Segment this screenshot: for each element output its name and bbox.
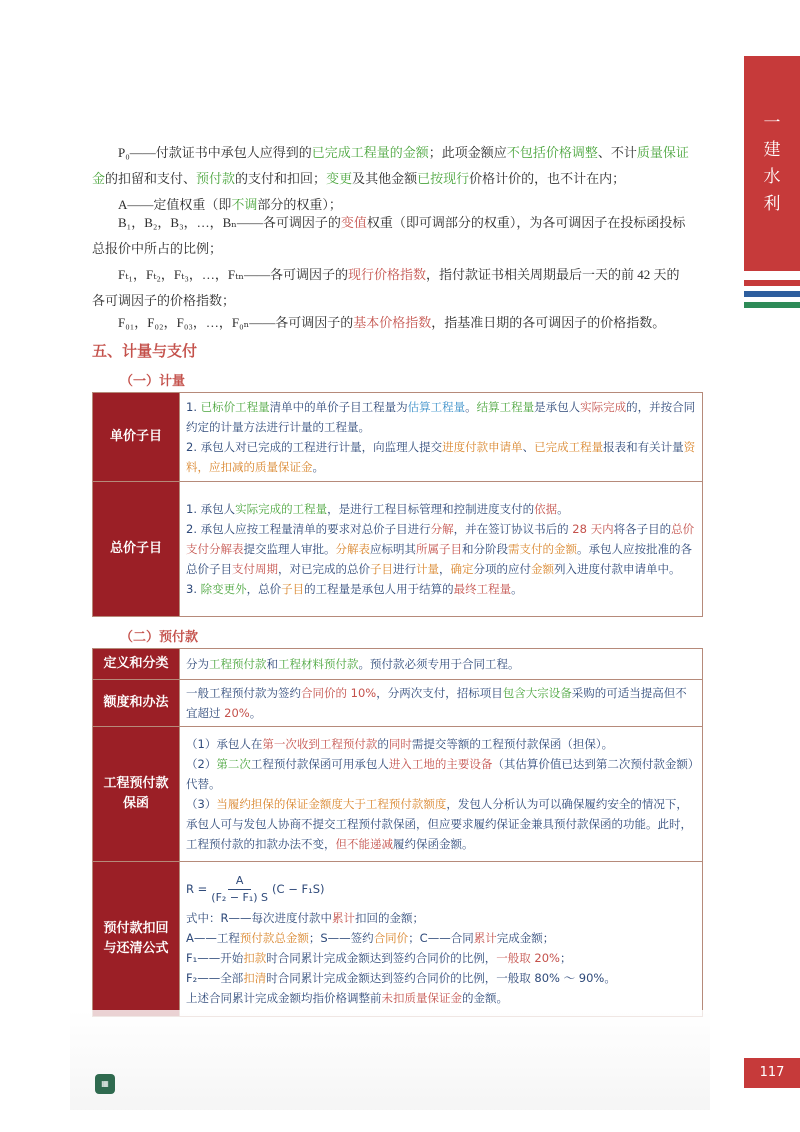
- deduct-line-1: 式中：R——每次进度付款中累计扣回的金额；: [186, 910, 424, 925]
- guarantee-line-1: （1）承包人在第一次收到工程预付款的同时需提交等额的工程预付款保函（担保）。: [186, 737, 614, 751]
- row-content-guarantee: [180, 727, 703, 862]
- intro-p0: P₀——付款证书中承包人应得到的已完成工程量的金额；此项金额应不包括价格调整、不计质量保证金的扣留和支付、预付款的支付和扣回；变更及其他金额已按现行价格计价的，也不计在内；: [92, 145, 689, 186]
- side-stripes: [744, 280, 800, 313]
- unit-line-2: 2. 承包人对已完成的工程进行计量，向监理人提交进度付款申请单、已完成工程量报表和有关计量资料，应扣减的质量保证金。: [186, 440, 696, 474]
- background-decoration: [70, 1010, 710, 1110]
- row-content-total: [180, 482, 703, 617]
- formula-denominator: (F₂ − F₁) S: [211, 890, 269, 904]
- deduct-line-2: A——工程预付款总金额；S——签约合同价；C——合同累计完成金额；: [186, 930, 555, 945]
- row-content-amount: 一般工程预付款为签约合同价的 10%，分两次支付，招标项目包含大宗设备采购的可适当提高但不宜超过 20%。: [180, 680, 703, 727]
- subsection-advance-title: （二）预付款: [120, 630, 199, 645]
- intro-a: A——定值权重（即不调部分的权重）；: [118, 197, 342, 212]
- formula-numerator: A: [228, 873, 252, 890]
- row-label-deduct: 预付款扣回 与还清公式: [93, 862, 180, 1017]
- total-line-3: 3. 除变更外，总价子目的工程量是承包人用于结算的最终工程量。: [186, 582, 523, 596]
- advance-table: [92, 648, 703, 1017]
- row-content-def: 分为工程预付款和工程材料预付款。预付款必须专用于合同工程。: [180, 649, 703, 680]
- total-line-2: 2. 承包人应按工程量清单的要求对总价子目进行分解，并在签订协议书后的 28 天内将各子目的总价支付分解表提交监理人审批。分解表应标明其所属子目和分阶段需支付的金额。承包人应按批准的各总价子目支付周期，对已完成的总价子目进行计量，确定分项的应付金额列入进度付款申请单中。: [186, 522, 695, 576]
- measure-table: [92, 392, 703, 617]
- deduct-line-5: 上述合同累计完成金额均指价格调整前未扣质量保证金的金额。: [186, 990, 508, 1005]
- row-label-unit: 单价子目: [93, 393, 180, 482]
- section-5-title: 五、计量与支付: [92, 342, 198, 360]
- chapter-side-tab: [744, 56, 800, 271]
- table-row: [93, 680, 703, 727]
- table-row: [93, 482, 703, 617]
- row-content-deduct: [180, 862, 703, 1017]
- stripe-blue: [744, 291, 800, 297]
- intro-f0: F₀₁，F₀₂，F₀₃，…，F₀ₙ——各可调因子的基本价格指数，指基准日期的各可调因子的价格指数。: [118, 315, 666, 330]
- row-content-unit: [180, 393, 703, 482]
- table-row: [93, 862, 703, 1017]
- deduct-formula: R = $\frac{A}{\text{(F₂ − F₁) S}}$ (C − F₁S): [186, 873, 325, 904]
- logo-icon: ▦: [95, 1074, 115, 1094]
- table-row: [93, 727, 703, 862]
- guarantee-line-2: （2）第二次工程预付款保函可用承包人进入工地的主要设备（其估算价值已达到第二次预付款金额）代替。: [186, 757, 694, 791]
- side-tab-char: 一: [763, 112, 781, 133]
- side-tab-char: 利: [763, 193, 781, 214]
- table-row: [93, 649, 703, 680]
- stripe-green: [744, 302, 800, 308]
- row-label-amount: 额度和办法: [93, 680, 180, 727]
- intro-ft: Fₜ₁，Fₜ₂，Fₜ₃，…，Fₜₙ——各可调因子的现行价格指数，指付款证书相关周期最后一天的前 42 天的各可调因子的价格指数；: [92, 267, 680, 308]
- deduct-line-3: F₁——开始扣款时合同累计完成金额达到签约合同价的比例，一般取 20%；: [186, 950, 572, 965]
- table-row: [93, 393, 703, 482]
- side-tab-char: 水: [763, 166, 781, 187]
- side-tab-char: 建: [763, 139, 781, 160]
- unit-line-1: 1. 已标价工程量清单中的单价子目工程量为估算工程量。结算工程量是承包人实际完成的，并按合同约定的计量方法进行计量的工程量。: [186, 400, 696, 434]
- deduct-line-4: F₂——全部扣清时合同累计完成金额达到签约合同价的比例，一般取 80% ～ 90%。: [186, 970, 616, 985]
- page-number: 117: [744, 1058, 800, 1088]
- row-label-def: 定义和分类: [93, 649, 180, 680]
- intro-b: B₁，B₂，B₃，…，Bₙ——各可调因子的变值权重（即可调部分的权重），为各可调因子在投标函投标总报价中所占的比例；: [92, 215, 686, 256]
- row-label-total: 总价子目: [93, 482, 180, 617]
- stripe-red: [744, 280, 800, 286]
- total-line-1: 1. 承包人实际完成的工程量，是进行工程目标管理和控制进度支付的依据。: [186, 502, 569, 516]
- subsection-measure-title: （一）计量: [120, 374, 186, 389]
- row-label-guarantee: 工程预付款 保函: [93, 727, 180, 862]
- guarantee-line-3: （3）当履约担保的保证金额度大于工程预付款额度，发包人分析认为可以确保履约安全的情况下，承包人可与发包人协商不提交工程预付款保函，但应要求履约保证金兼具预付款保函的功能。此时，工程预付款的扣款办法不变，但不能递减履约保函金额。: [186, 797, 692, 851]
